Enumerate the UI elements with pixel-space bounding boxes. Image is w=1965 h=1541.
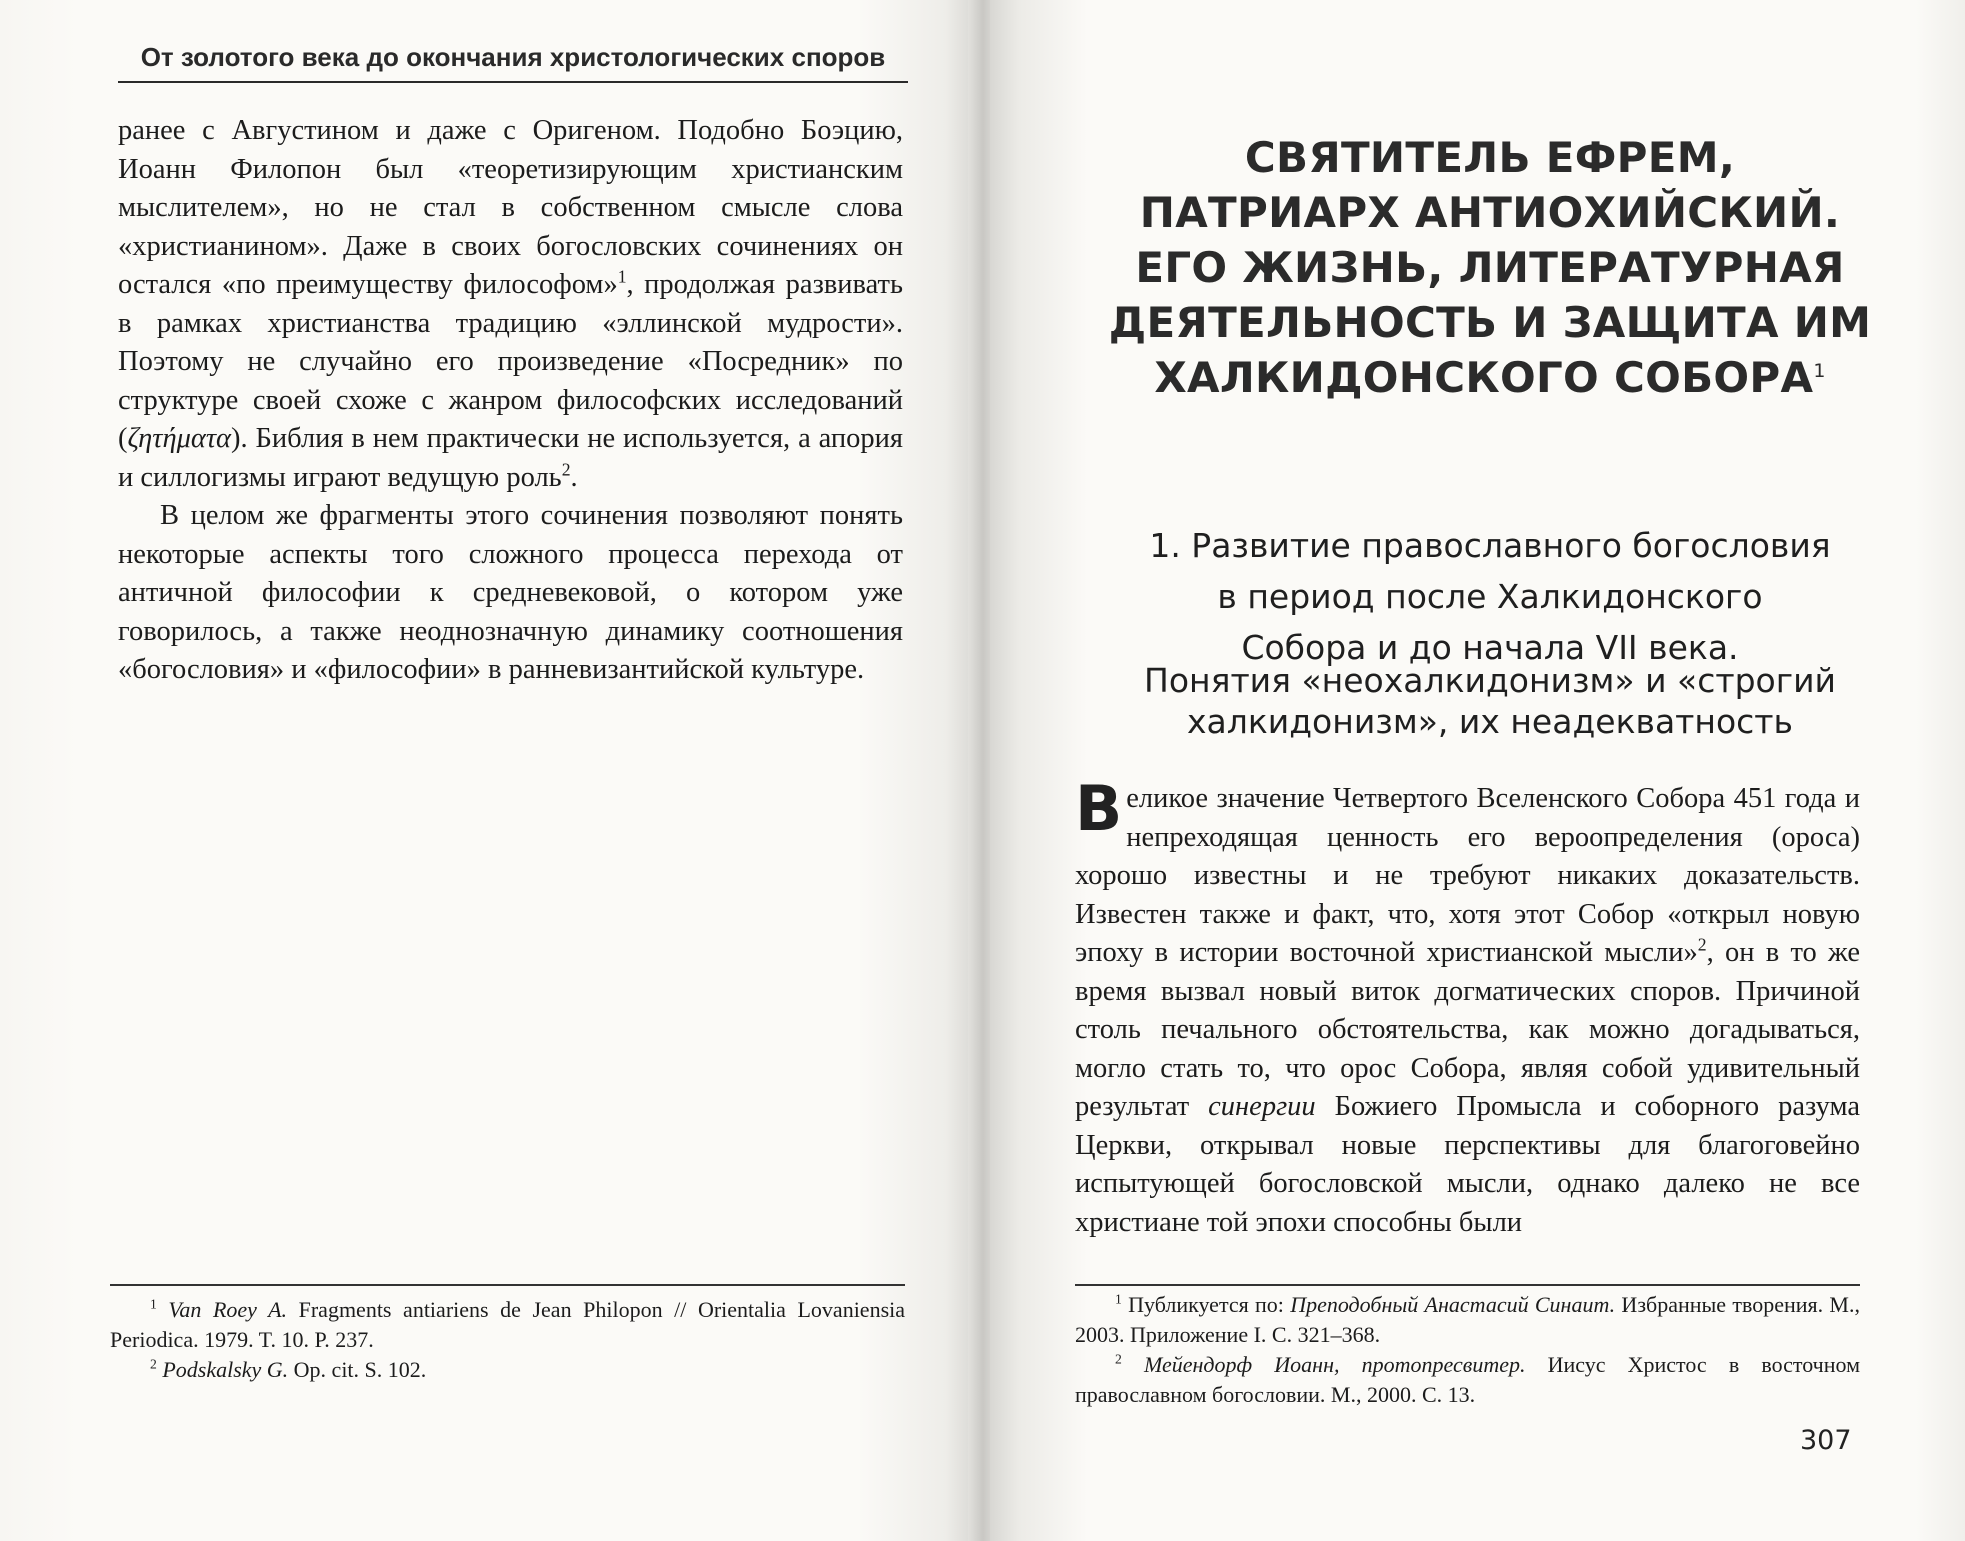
left-footnote-rule xyxy=(110,1284,905,1286)
section-subheading: Понятия «неохалкидонизм» и «строгий халкидонизм», их неадекватность xyxy=(1144,661,1836,741)
bleed-through-left xyxy=(118,690,903,1070)
left-paragraph-2: В целом же фрагменты этого сочинения позволяют понять некоторые аспекты того сложного процесса перехода от античной философии к средневековой, о котором уже говорилось, а также неоднозначную динамику соотношения «богословия» и «философии» в ранневизантийской культуре. xyxy=(118,500,903,685)
right-footnote-rule xyxy=(1075,1284,1860,1286)
right-footnote-1: $^1$ Публикуется по: Преподобный Анастасий Синаит. Избранные творения. М., 2003. Приложение I. С. 321–368. xyxy=(1075,1291,1860,1347)
page-number: 307 xyxy=(1800,1425,1852,1456)
chapter-title: СВЯТИТЕЛЬ ЕФРЕМ, ПАТРИАРХ АНТИОХИЙСКИЙ. ЕГО ЖИЗНЬ, ЛИТЕРАТУРНАЯ ДЕЯТЕЛЬНОСТЬ И ЗАЩИТА ИМ ХАЛКИДОНСКОГО СОБОРА$^1$ xyxy=(1108,133,1872,402)
left-footnote-1: $^1$ Van Roey A. Fragments antiariens de Jean Philopon // Orientalia Lovaniensia Periodica. 1979. T. 10. P. 237. xyxy=(110,1296,906,1352)
left-footnotes xyxy=(110,1295,905,1385)
right-footnote-2: $^2$ Мейендорф Иоанн, протопресвитер. Иисус Христос в восточном православном богословии. М., 2000. С. 13. xyxy=(1075,1351,1860,1407)
left-paragraph-1: ранее с Августином и даже с Оригеном. Подобно Боэцию, Иоанн Филопон был «теоретизирующим христианским мыслителем», но не стал в собственном смысле слова «христианином». Даже в своих богословских сочинениях он остался «по преимуществу философом»$^1$, продолжая развивать в рамках христианства традицию «эллинской мудрости». Поэтому не случайно его произведение «Посредник» по структуре своей схоже с жанром философских исследований (ζητήματα). Библия в нем практически не используется, а апория и силлогизмы играют ведущую роль$^2$. xyxy=(118,115,903,493)
right-paragraph-1: Великое значение Четвертого Вселенского Собора 451 года и непреходящая ценность его вероопределения (ороса) хорошо известны и не требуют никаких доказательств. Известен также и факт, что, хотя этот Собор «открыл новую эпоху в истории восточной христианской мысли»$^2$, он в то же время вызвал новый виток догматических споров. Причиной столь печального обстоятельства, как можно догадываться, могло стать то, что орос Собора, являя собой удивительный результат синергии Божиего Промысла и соборного разума Церкви, открывал новые перспективы для благоговейно испытующей богословской мысли, однако далеко не все христиане той эпохи способны были xyxy=(1075,772,1860,1238)
drop-cap: В xyxy=(1075,772,1123,845)
left-body-text xyxy=(118,112,903,690)
section-heading: 1. Развитие православного богословия в период после Халкидонского Собора и до начала VII века. xyxy=(1149,526,1831,667)
right-footnotes xyxy=(1075,1290,1860,1410)
greek-term: ζητήματα xyxy=(127,423,232,454)
left-footnote-2: $^2$ Podskalsky G. Op. cit. S. 102. xyxy=(150,1356,427,1382)
running-head: От золотого века до окончания христологических споров xyxy=(118,42,908,83)
right-body-text xyxy=(1075,772,1860,1242)
